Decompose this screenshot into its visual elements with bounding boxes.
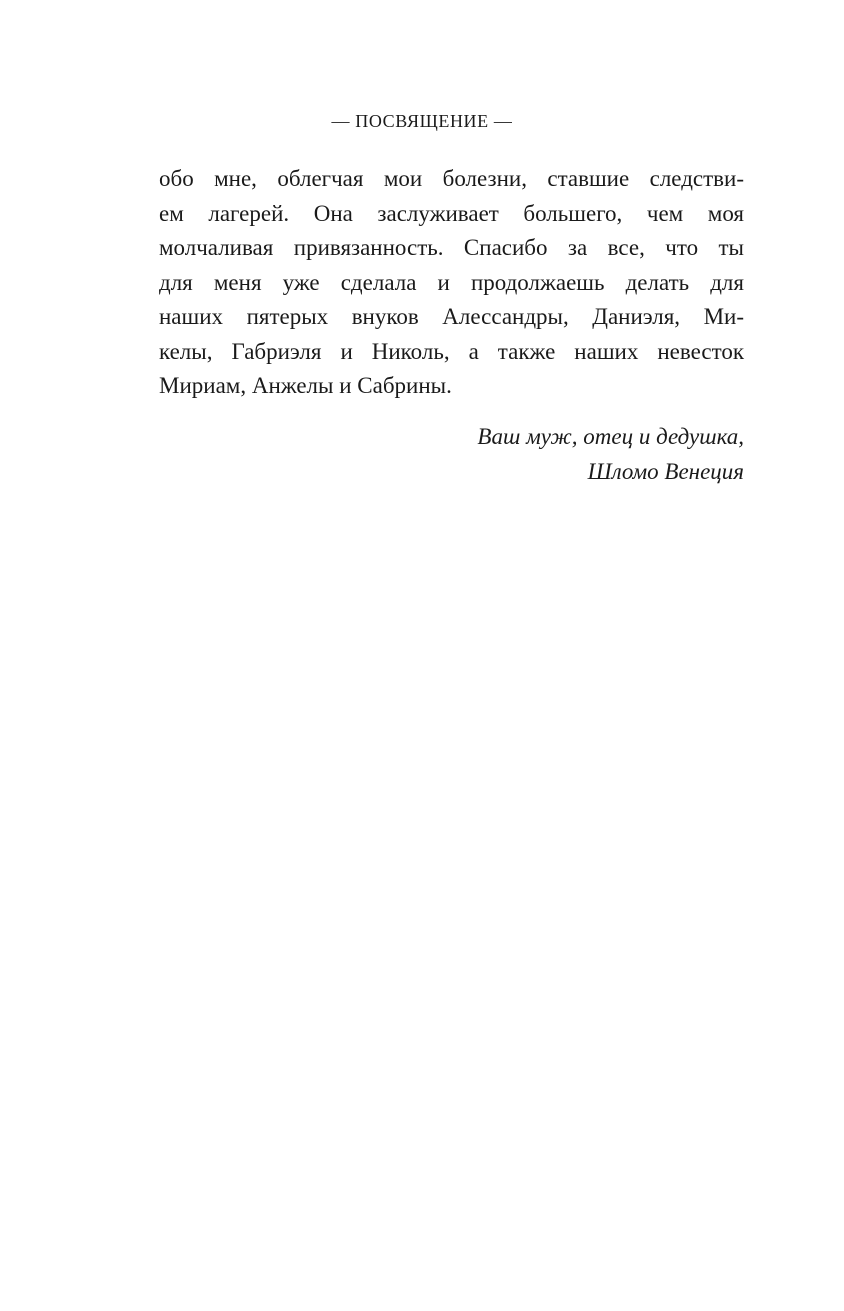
signature-block	[159, 420, 744, 489]
text-line: ем лагерей. Она заслуживает большего, чем моя	[159, 200, 744, 226]
text-line: наших пятерых внуков Алессандры, Даниэля, Ми-	[159, 304, 744, 329]
signature-line: Ваш муж, отец и дедушка,	[477, 424, 744, 449]
section-title: — ПОСВЯЩЕНИЕ —	[331, 111, 513, 131]
signature-name: Шломо Венеция	[587, 458, 744, 484]
text-line: Мириам, Анжелы и Сабрины.	[159, 373, 452, 398]
text-line: для меня уже сделала и продолжаешь делать для	[159, 269, 744, 295]
text-line: обо мне, облегчая мои болезни, ставшие следстви-	[159, 166, 744, 191]
text-line: келы, Габриэля и Николь, а также наших невесток	[159, 338, 744, 364]
text-line: молчаливая привязанность. Спасибо за все, что ты	[159, 235, 744, 260]
dedication-text	[159, 162, 744, 404]
